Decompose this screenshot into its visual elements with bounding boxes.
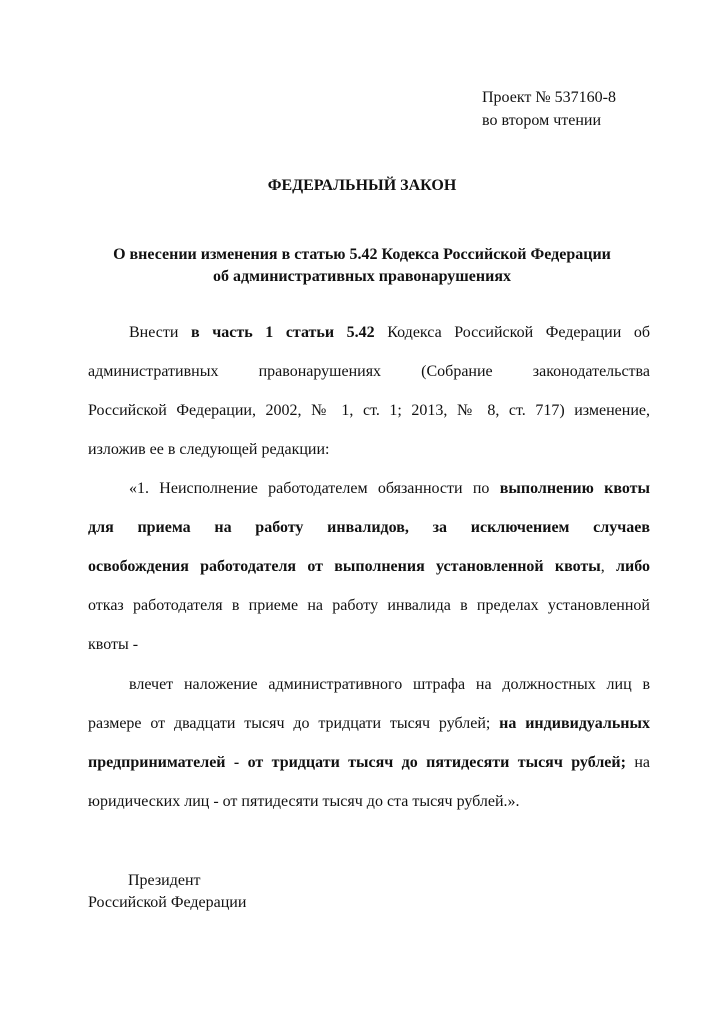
text-run: Кодекса Российской Федерации об — [374, 324, 651, 341]
text-run: , — [600, 558, 617, 575]
text-run: «1. Неисполнение работодателем обязанности по — [129, 480, 500, 497]
paragraph-line — [88, 556, 650, 595]
paragraph-line — [88, 478, 650, 517]
paragraph-line — [88, 713, 650, 752]
title-line-1: О внесении изменения в статью 5.42 Кодекса Российской Федерации — [113, 246, 611, 263]
paragraph-line — [88, 322, 650, 361]
bold-text-run: предпринимателей - от тридцати тысяч до пятидесяти тысяч рублей; — [88, 754, 626, 771]
signature-block — [88, 870, 246, 914]
bold-text-run: в часть 1 статьи 5.42 — [190, 324, 375, 341]
paragraph-penalty — [88, 674, 650, 830]
signatory-title: Президент — [128, 872, 201, 889]
document-title — [0, 244, 724, 288]
paragraph-line: для приема на работу инвалидов, за исключением случаев — [88, 519, 650, 536]
paragraph-line: юридических лиц - от пятидесяти тысяч до ста тысяч рублей.». — [88, 793, 520, 810]
project-number: Проект № 537160-8 — [482, 89, 616, 106]
paragraph-line: изложив ее в следующей редакции: — [88, 441, 330, 458]
paragraph-amendment-intro — [88, 322, 650, 478]
bold-text-run: освобождения работодателя от выполнения установленной квоты — [88, 558, 601, 575]
text-run: на — [625, 754, 651, 771]
text-run: размере от двадцати тысяч до тридцати тысяч рублей; — [88, 715, 500, 732]
reading-stage: во втором чтении — [482, 112, 602, 129]
title-line-2: об административных правонарушениях — [213, 268, 511, 285]
signatory-country: Российской Федерации — [88, 894, 247, 911]
bold-text-run: на индивидуальных — [499, 715, 650, 732]
paragraph-line: отказ работодателя в приеме на работу инвалида в пределах установленной — [88, 597, 650, 614]
paragraph-line: квоты - — [88, 636, 139, 653]
bold-text-run: либо — [616, 558, 651, 575]
paragraph-line: Российской Федерации, 2002, № 1, ст. 1; 2013, № 8, ст. 717) изменение, — [88, 402, 650, 419]
paragraph-line — [88, 752, 650, 791]
paragraph-line: влечет наложение административного штрафа на должностных лиц в — [129, 676, 650, 693]
paragraph-line: административных правонарушениях (Собрание законодательства — [88, 363, 650, 380]
project-info — [482, 86, 616, 132]
document-type: ФЕДЕРАЛЬНЫЙ ЗАКОН — [267, 177, 457, 194]
paragraph-new-wording — [88, 478, 650, 673]
text-run: Внести — [129, 324, 191, 341]
bold-text-run: выполнению квоты — [499, 480, 650, 497]
